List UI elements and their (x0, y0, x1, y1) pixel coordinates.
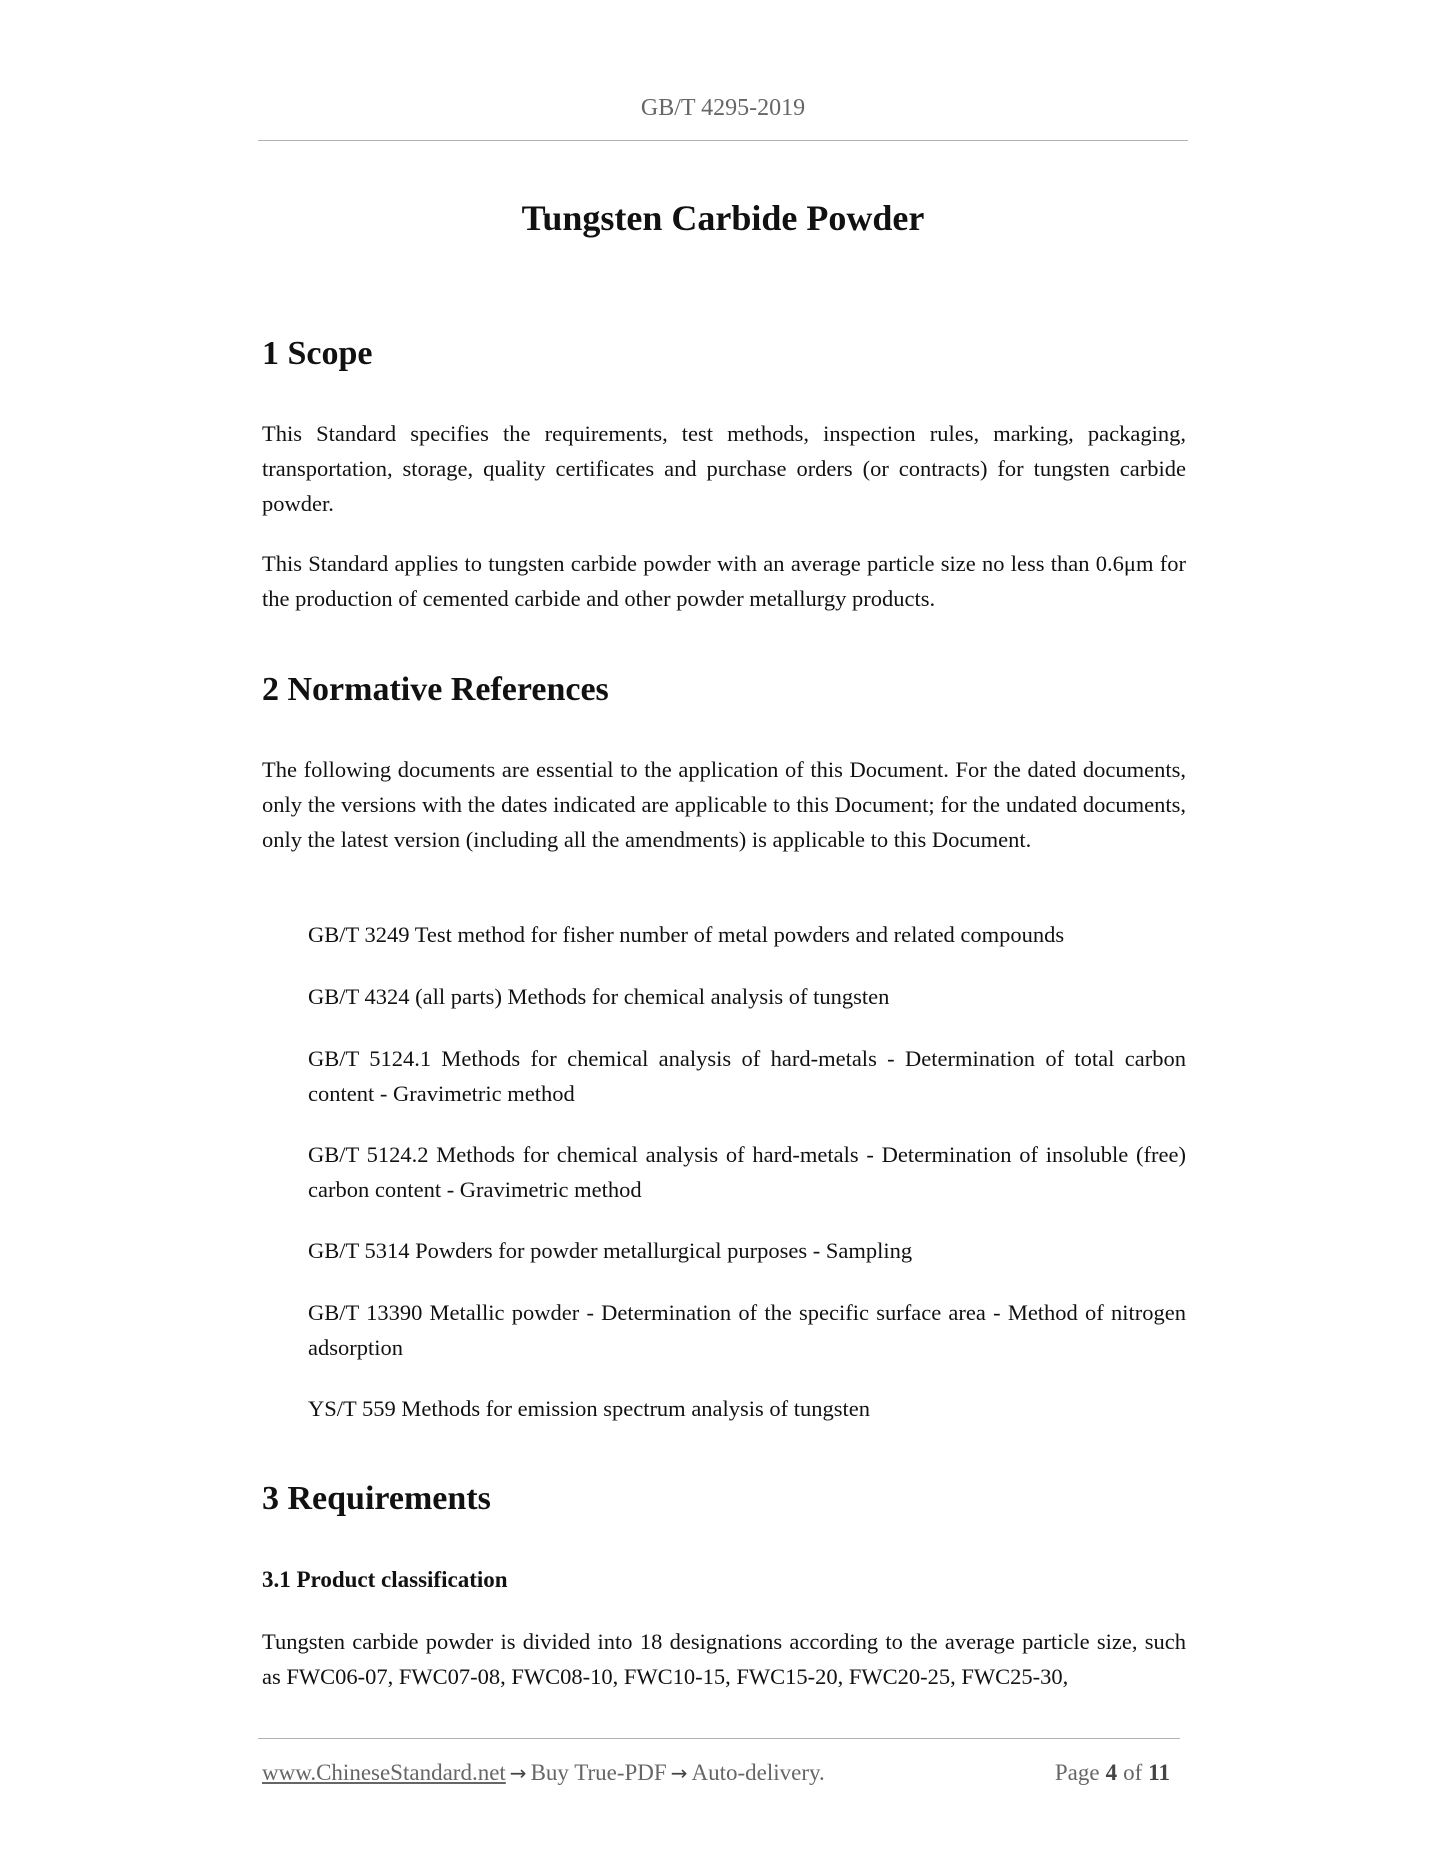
reference-item: YS/T 559 Methods for emission spectrum analysis of tungsten (308, 1396, 871, 1421)
page-current-number: 4 (1105, 1760, 1118, 1785)
reference-item: GB/T 5124.2 Methods for chemical analysis of hard-metals - Determination of insoluble (free) carbon content - Gravimetric method (308, 1142, 1186, 1202)
header-divider (258, 140, 1188, 141)
arrow-right-icon: → (670, 1761, 688, 1785)
page-of-label: of (1123, 1760, 1143, 1785)
section-heading-scope: 1 Scope (262, 335, 373, 372)
arrow-right-icon: → (509, 1761, 527, 1785)
subsection-heading-product-classification: 3.1 Product classification (262, 1567, 508, 1592)
scope-paragraph: This Standard specifies the requirements, test methods, inspection rules, marking, packaging, transportation, storage, quality certificates and purchase orders (or contracts) for tungsten carbide powder. (262, 421, 1186, 516)
footer-promo (262, 1758, 825, 1788)
page-label: Page (1054, 1760, 1100, 1785)
buy-pdf-text: Buy True-PDF (530, 1760, 667, 1785)
website-link[interactable]: www.ChineseStandard.net (262, 1760, 506, 1785)
auto-delivery-text: Auto-delivery. (691, 1760, 825, 1785)
footer-divider (258, 1738, 1180, 1739)
classification-paragraph: Tungsten carbide powder is divided into 18 designations according to the average particle size, such as FWC06-07, FWC07-08, FWC08-10, FWC10-15, FWC15-20, FWC20-25, FWC25-30, (262, 1629, 1186, 1689)
page-total-number: 11 (1148, 1760, 1170, 1785)
normative-intro-paragraph: The following documents are essential to the application of this Document. For the dated documents, only the versions with the dates indicated are applicable to this Document; for the undated documents, only the latest version (including all the amendments) is applicable to this Document. (262, 757, 1186, 852)
reference-item: GB/T 5124.1 Methods for chemical analysis of hard-metals - Determination of total carbon content - Gravimetric method (308, 1046, 1186, 1106)
reference-item: GB/T 13390 Metallic powder - Determination of the specific surface area - Method of nitrogen adsorption (308, 1300, 1186, 1360)
section-heading-requirements: 3 Requirements (262, 1480, 491, 1517)
reference-item: GB/T 4324 (all parts) Methods for chemical analysis of tungsten (308, 984, 890, 1009)
page-indicator (1055, 1758, 1176, 1788)
scope-paragraph: This Standard applies to tungsten carbide powder with an average particle size no less than 0.6μm for the production of cemented carbide and other powder metallurgy products. (262, 551, 1186, 611)
document-title: Tungsten Carbide Powder (521, 198, 925, 238)
reference-item: GB/T 5314 Powders for powder metallurgical purposes - Sampling (308, 1238, 913, 1263)
section-heading-normative-references: 2 Normative References (262, 671, 609, 708)
reference-item: GB/T 3249 Test method for fisher number of metal powders and related compounds (308, 922, 1065, 947)
page-header: GB/T 4295-2019 (640, 95, 806, 121)
